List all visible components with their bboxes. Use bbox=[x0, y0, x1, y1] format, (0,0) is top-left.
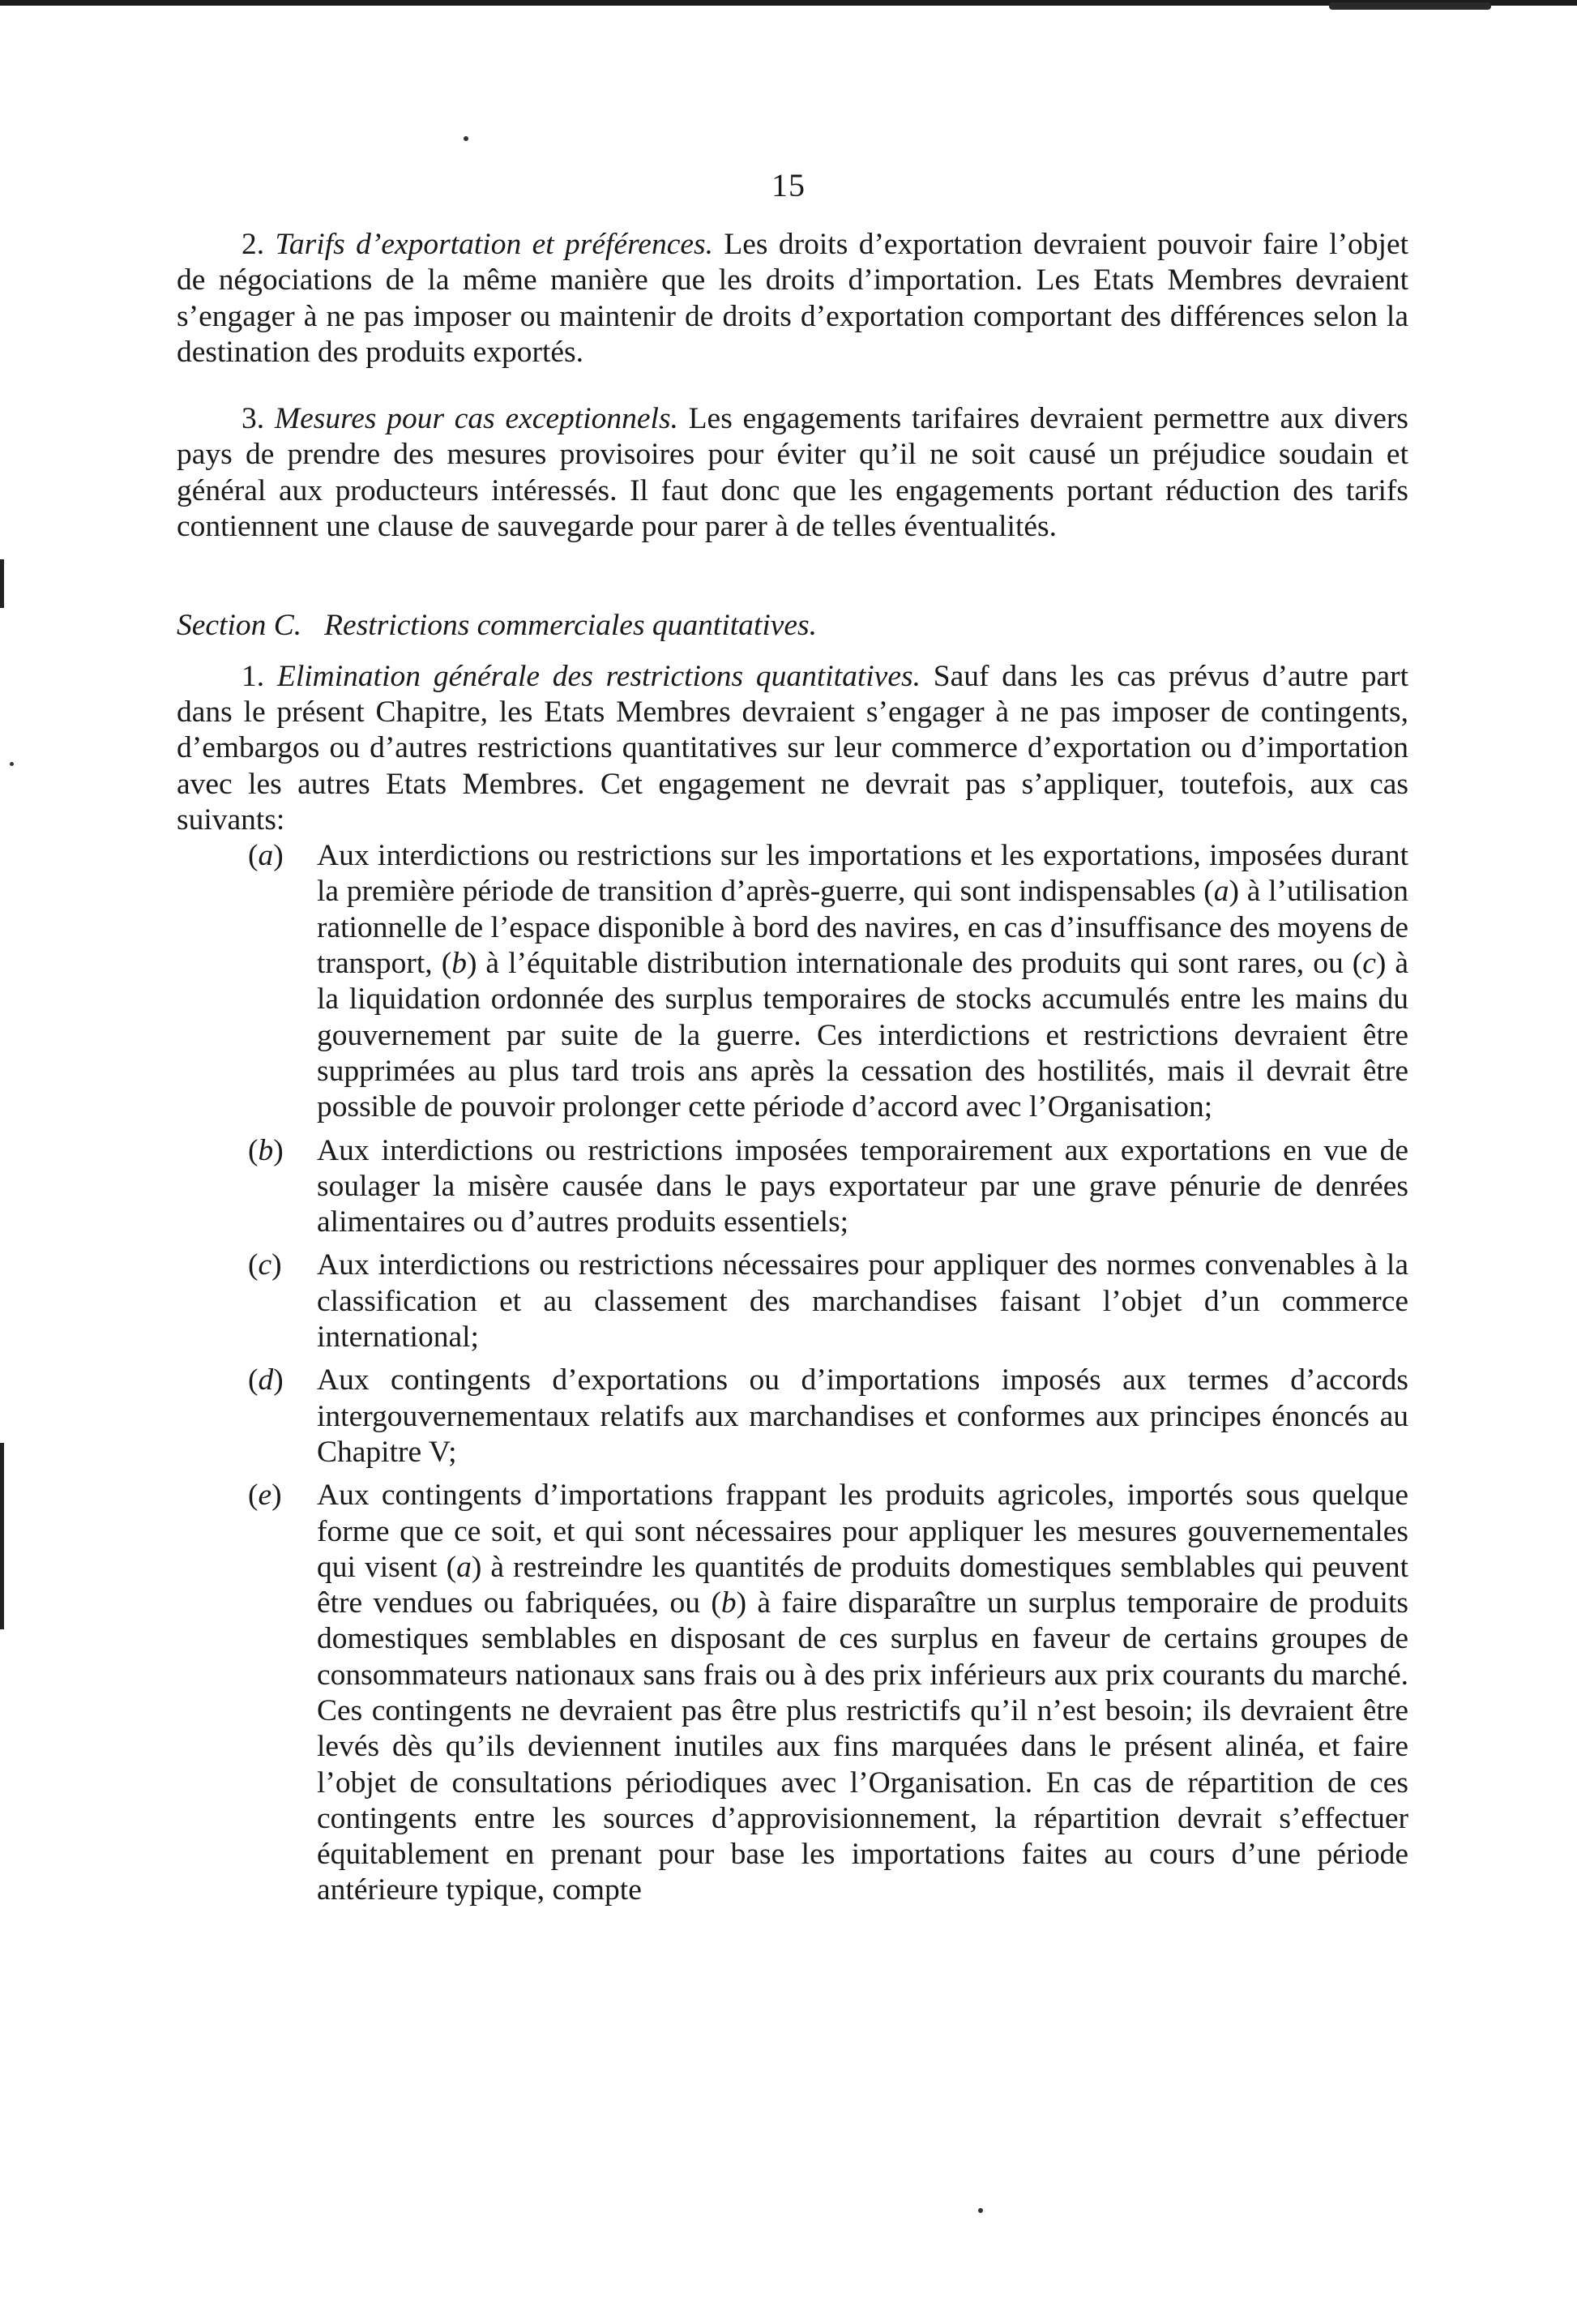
item-text: Aux interdictions ou restrictions nécessaires pour appliquer des normes convenables à la classification et au classement des marchandises faisant l’objet d’un commerce international; bbox=[317, 1248, 1408, 1355]
section-heading bbox=[177, 608, 1408, 644]
item-text: Aux interdictions ou restrictions sur les importations et les exportations, imposées durant la première période de transition d’après-guerre, qui sont indispensables ( bbox=[317, 839, 1408, 909]
scan-speck bbox=[10, 762, 14, 766]
paragraph-general-elimination bbox=[177, 659, 1408, 838]
scan-speck bbox=[978, 2208, 983, 2213]
paragraph-number: 1. bbox=[241, 659, 265, 693]
item-label: (e) bbox=[248, 1479, 282, 1513]
item-text: Aux interdictions ou restrictions imposées temporairement aux exportations en vue de soulager la misère causée dans le pays exportateur par une grave pénurie de denrées alimentaires ou d’autres produits essentiels; bbox=[317, 1133, 1408, 1239]
scan-speck bbox=[464, 136, 468, 141]
paragraph-text: Sauf dans les cas prévus d’autre part dans le présent Chapitre, les Etats Membres devraient s’engager à ne pas imposer de contingents, d’embargos ou d’autres restrictions quantitatives sur leur commerce d’exportation ou d’importation avec les autres Etats Membres. Cet engagement ne devrait pas s’appliquer, toutefois, aux cas suivants: bbox=[177, 659, 1409, 837]
item-label: (a) bbox=[248, 839, 284, 873]
item-ref: b bbox=[720, 1586, 737, 1620]
exception-list bbox=[177, 838, 1408, 1909]
paragraph-number: 2. bbox=[241, 228, 265, 261]
paragraph-exceptional-measures bbox=[177, 401, 1408, 545]
item-label: (b) bbox=[248, 1133, 284, 1167]
item-label: (d) bbox=[248, 1363, 284, 1397]
section-title: Restrictions commerciales quantitatives. bbox=[324, 609, 818, 643]
item-text: ) à restreindre les quantités de produits domestiques semblables qui peuvent être vendues ou fabriquées, ou ( bbox=[317, 1550, 1408, 1620]
paragraph-title: Tarifs d’exportation et préférences. bbox=[275, 228, 713, 261]
list-item-c bbox=[177, 1248, 1408, 1355]
item-text: ) à l’utilisation rationnelle de l’espace disponible à bord des navires, en cas d’insuffisance des moyens de transport, ( bbox=[317, 875, 1409, 981]
item-ref: a bbox=[1213, 875, 1229, 909]
scan-margin-mark bbox=[0, 1443, 4, 1629]
section-label: Section C. bbox=[177, 609, 302, 643]
item-ref: a bbox=[456, 1550, 472, 1584]
item-text: ) à la liquidation ordonnée des surplus temporaires de stocks accumulés entre les mains du gouvernement par suite de la guerre. Ces interdictions et restrictions devraient être supprimées au plus tard trois ans après la cessation des hostilités, mais il devrait être possible de pouvoir prolonger cette période d’accord avec l’Organisation; bbox=[317, 947, 1409, 1124]
paragraph-text: Les engagements tarifaires devraient permettre aux divers pays de prendre des mesures provisoires pour éviter qu’il ne soit causé un préjudice soudain et général aux producteurs intéressés. Il faut donc que les engagements portant réduction des tarifs contiennent une clause de sauvegarde pour parer à de telles éventualités. bbox=[177, 402, 1409, 544]
scan-margin-mark bbox=[0, 559, 4, 608]
page-number: 15 bbox=[771, 167, 806, 203]
list-item-d bbox=[177, 1363, 1408, 1470]
item-ref: c bbox=[1362, 947, 1376, 981]
paragraph-export-tariffs bbox=[177, 227, 1408, 370]
item-ref: b bbox=[451, 947, 467, 981]
paragraph-text: Les droits d’exportation devraient pouvoir faire l’objet de négociations de la même manière que les droits d’importation. Les Etats Membres devraient s’engager à ne pas imposer ou maintenir de droits d’exportation comportant des différences selon la destination des produits exportés. bbox=[177, 228, 1409, 369]
paragraph-title: Elimination générale des restrictions quantitatives. bbox=[276, 659, 921, 693]
item-text: ) à faire disparaître un surplus temporaire de produits domestiques semblables en disposant de ces surplus en faveur de certains groupes de consommateurs nationaux sans frais ou à des prix inférieurs aux prix courants du marché. Ces contingents ne devraient pas être plus restrictifs qu’il n’est besoin; ils devraient être levés dès qu’ils deviennent inutiles aux fins marquées dans le présent alinéa, et faire l’objet de consultations périodiques avec l’Organisation. En cas de répartition de ces contingents entre les sources d’approvisionnement, la répartition devrait s’effectuer équitablement en prenant pour base les importations faites au cours d’une période antérieure typique, compte bbox=[317, 1586, 1408, 1907]
list-item-b bbox=[177, 1133, 1408, 1241]
item-label: (c) bbox=[248, 1248, 282, 1282]
item-text: ) à l’équitable distribution internationale des produits qui sont rares, ou ( bbox=[466, 947, 1363, 981]
paragraph-number: 3. bbox=[241, 402, 265, 436]
list-item-e bbox=[177, 1478, 1408, 1909]
list-item-a bbox=[177, 838, 1408, 1125]
document-body bbox=[177, 227, 1408, 1916]
item-text: Aux contingents d’exportations ou d’importations imposés aux termes d’accords intergouvernementaux relatifs aux marchandises et conformes aux principes énoncés au Chapitre V; bbox=[317, 1363, 1408, 1469]
item-text: Aux contingents d’importations frappant les produits agricoles, importés sous quelque forme que ce soit, et qui sont nécessaires pour appliquer les mesures gouvernementales qui visent ( bbox=[317, 1479, 1408, 1584]
paragraph-title: Mesures pour cas exceptionnels. bbox=[274, 402, 678, 436]
scan-top-blot bbox=[1329, 2, 1491, 10]
